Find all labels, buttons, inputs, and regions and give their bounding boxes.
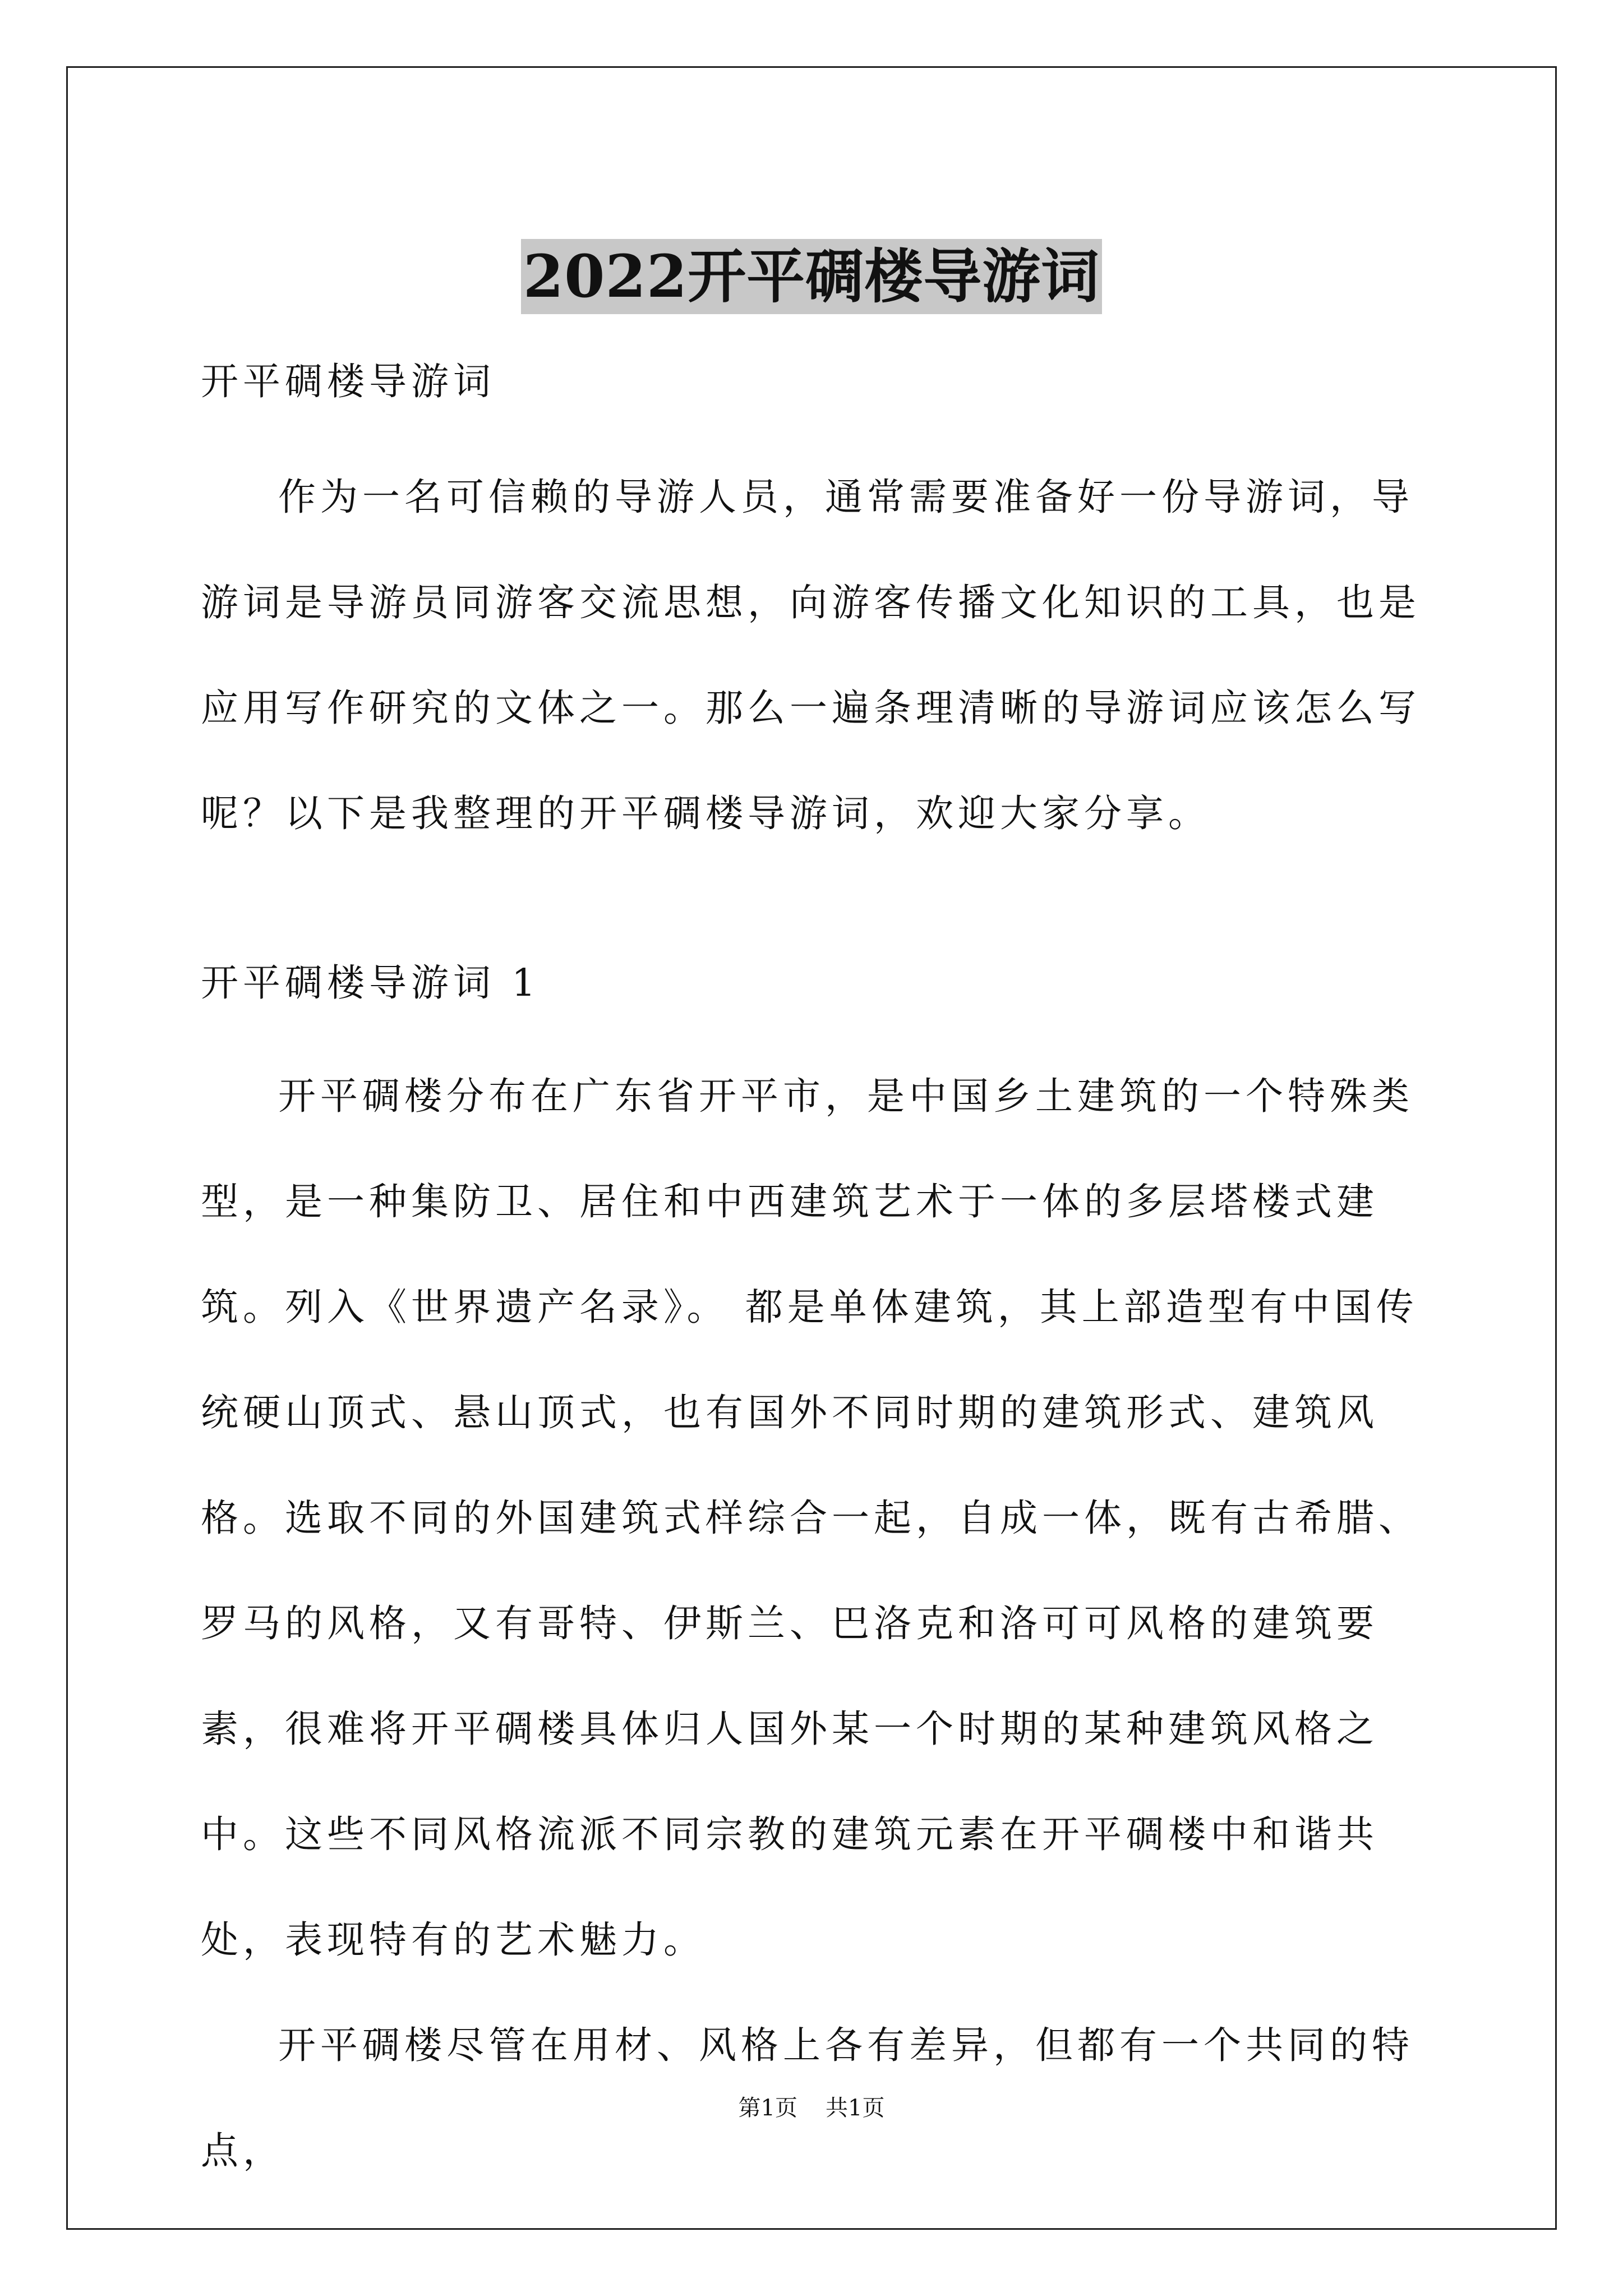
section-1-paragraph-1: 开平碉楼分布在广东省开平市，是中国乡土建筑的一个特殊类型，是一种集防卫、居住和中西建筑艺术于一体的多层塔楼式建筑。列入《世界遗产名录》。 都是单体建筑，其上部造型有中国传统硬山顶式、悬山顶式，也有国外不同时期的建筑形式、建筑风格。选取不同的外国建筑式样综合一起，自成一体，既有古希腊、罗马的风格，又有哥特、伊斯兰、巴洛克和洛可可风格的建筑要素，很难将开平碉楼具体归人国外某一个时期的某种建筑风格之中。这些不同风格流派不同宗教的建筑元素在开平碉楼中和谐共处，表现特有的艺术魅力。	[201, 1074, 1421, 1962]
intro-paragraph: 作为一名可信赖的导游人员，通常需要准备好一份导游词，导游词是导游员同游客交流思想，向游客传播文化知识的工具，也是应用写作研究的文体之一。那么一遍条理清晰的导游词应该怎么写呢？以下是我整理的开平碉楼导游词，欢迎大家分享。	[201, 475, 1421, 835]
intro-heading: 开平碉楼导游词	[201, 360, 495, 403]
page-number-total: 共1页	[826, 2095, 885, 2121]
title-container	[0, 200, 1623, 353]
document-title: 2022开平碉楼导游词	[521, 239, 1102, 314]
page-number-current: 第1页	[738, 2095, 797, 2121]
section-1-paragraph-2: 开平碉楼尽管在用材、风格上各有差异，但都有一个共同的特点，	[201, 2023, 1414, 2173]
document-body	[201, 353, 1451, 2203]
page-footer	[0, 2091, 1623, 2125]
section-1-heading: 开平碉楼导游词 1	[201, 961, 540, 1005]
